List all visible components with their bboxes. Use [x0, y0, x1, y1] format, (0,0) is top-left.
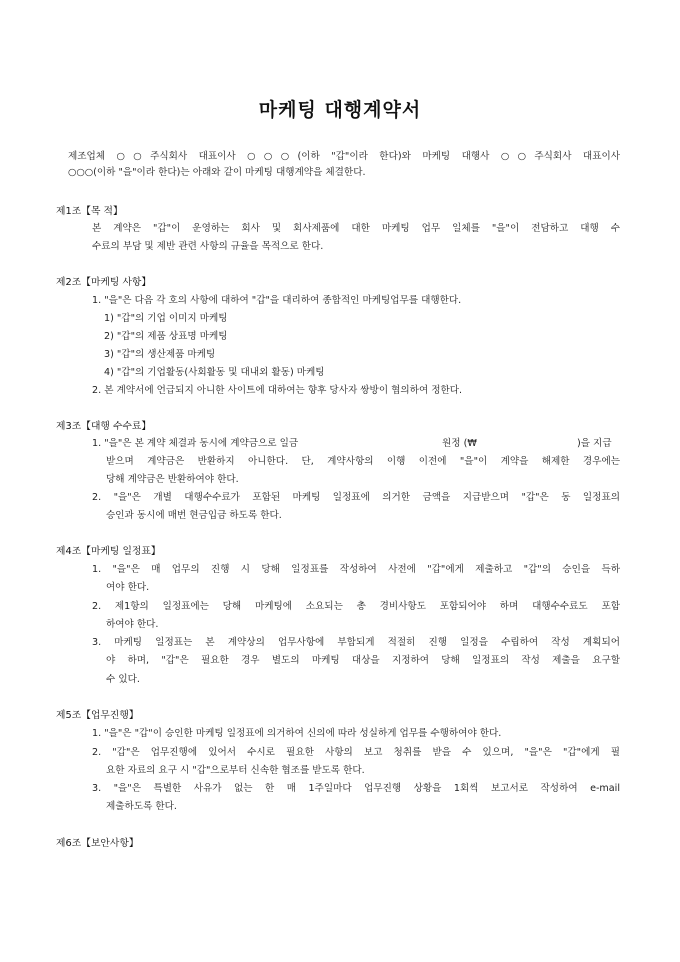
article-2-sub-1: 1) "갑"의 기업 이미지 마케팅: [104, 313, 228, 324]
article-2-heading: 제2조【마케팅 사항】: [56, 277, 152, 288]
article-3-heading: 제3조【대행 수수료】: [56, 421, 152, 432]
article-2-sub-2: 2) "갑"의 제품 상표명 마케팅: [104, 331, 228, 342]
article-4-item-3-line-1: 3. 마케팅 일정표는 본 계약상의 업무사항에 부합되게 적절히 진행 일정을 수립하여 작성 계획되어: [92, 637, 620, 648]
article-4-item-1-line-2: 여야 한다.: [106, 582, 150, 593]
article-1-heading: 제1조【목 적】: [56, 206, 123, 217]
article-2-sub-3: 3) "갑"의 생산제품 마케팅: [104, 349, 216, 360]
article-4-item-1-line-1: 1. "을"은 매 업무의 진행 시 당해 일정표를 작성하여 사전에 "갑"에게 제출하고 "갑"의 승인을 득하: [92, 564, 620, 575]
article-2-sub-4: 4) "갑"의 기업활동(사회활동 및 대내외 활동) 마케팅: [104, 367, 325, 378]
article-5-item-2-line-1: 2. "갑"은 업무진행에 있어서 수시로 필요한 사항의 보고 청취를 받을 수 있으며, "을"은 "갑"에게 필: [92, 747, 620, 758]
article-3-item-1-part-a: 1. "을"은 본 계약 체결과 동시에 계약금으로 일금: [92, 438, 299, 449]
article-2-item-2: 2. 본 계약서에 언급되지 아니한 사이트에 대하여는 향후 당사자 쌍방이 협의하여 정한다.: [92, 385, 463, 396]
article-5-heading: 제5조【업무진행】: [56, 710, 139, 721]
article-3-item-2-line-1: 2. "을"은 개별 대행수수료가 포함된 마케팅 일정표에 의거한 금액을 지급받으며 "갑"은 동 일정표의: [92, 492, 620, 503]
article-4-item-3-line-3: 수 있다.: [106, 674, 140, 685]
article-1-line-1: 본 계약은 "갑"이 운영하는 회사 및 회사제품에 대한 마케팅 업무 일체를 "을"이 전담하고 대행 수: [92, 223, 620, 234]
article-4-item-2-line-1: 2. 제1항의 일정표에는 당해 마케팅에 소요되는 총 경비사항도 포함되어야 하며 대행수수료도 포함: [92, 601, 620, 612]
article-3-item-1-part-c: )을 지급: [577, 438, 612, 449]
article-3-item-1-part-b: 원정 (₩: [442, 438, 477, 449]
article-3-item-2-line-2: 승인과 동시에 매번 현금입금 하도록 한다.: [106, 510, 282, 521]
article-3-item-1-line-3: 당해 계약금은 반환하여야 한다.: [106, 474, 239, 485]
article-5-item-3-line-1: 3. "을"은 특별한 사유가 없는 한 매 1주일마다 업무진행 상황을 1회씩 보고서로 작성하여 e-mail: [92, 783, 620, 794]
article-4-item-2-line-2: 하여야 한다.: [106, 619, 159, 630]
article-4-item-3-line-2: 야 하며, "갑"은 필요한 경우 별도의 마케팅 대상을 지정하여 당해 일정표의 작성 제출을 요구할: [106, 655, 620, 666]
article-2-item-1: 1. "을"은 다음 각 호의 사항에 대하여 "갑"을 대리하여 종합적인 마케팅업무를 대행한다.: [92, 295, 462, 306]
article-5-item-2-line-2: 요한 자료의 요구 시 "갑"으로부터 신속한 협조를 받도록 한다.: [106, 765, 365, 776]
article-5-item-3-line-2: 제출하도록 한다.: [106, 801, 177, 812]
intro-line-1: 제조업체 ○○주식회사 대표이사 ○○○(이하 "갑"이라 한다)와 마케팅 대행사 ○○주식회사 대표이사: [68, 151, 620, 162]
article-6-heading: 제6조【보안사항】: [56, 838, 139, 849]
document-title: 마케팅 대행계약서: [258, 99, 422, 121]
article-4-heading: 제4조【마케팅 일정표】: [56, 546, 161, 557]
article-3-item-1-line-2: 받으며 계약금은 반환하지 아니한다. 단, 계약사항의 이행 이전에 "을"이 계약을 해제한 경우에는: [106, 456, 620, 467]
intro-line-2: ○○○(이하 "을"이라 한다)는 아래와 같이 마케팅 대행계약을 체결한다.: [68, 167, 366, 178]
article-1-line-2: 수료의 부담 및 제반 관련 사항의 규율을 목적으로 한다.: [92, 241, 324, 252]
article-5-item-1: 1. "을"은 "갑"이 승인한 마케팅 일정표에 의거하여 신의에 따라 성실하게 업무를 수행하여야 한다.: [92, 728, 502, 739]
